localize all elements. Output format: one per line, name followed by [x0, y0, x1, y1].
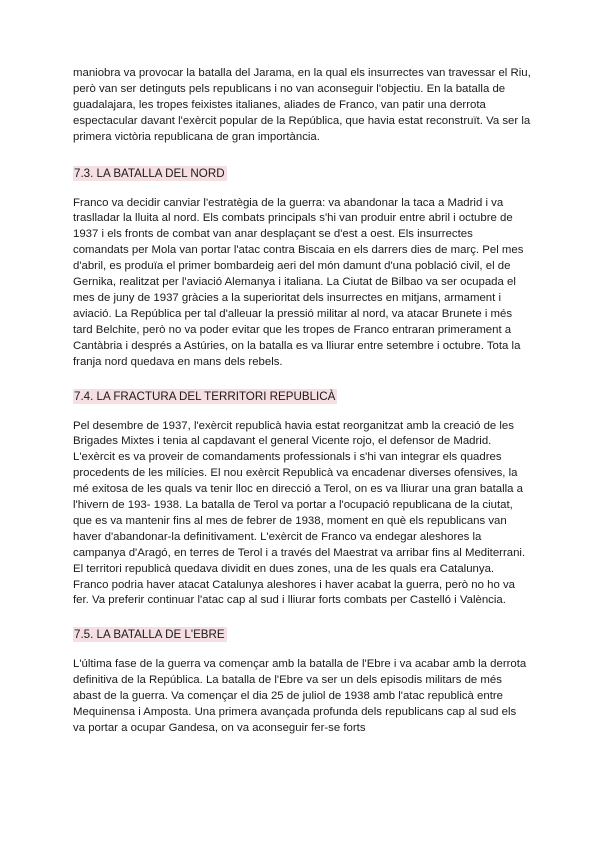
document-page: [73, 66, 531, 737]
section-7-3-paragraph: Franco va decidir canviar l'estratègia de la guerra: va abandonar la taca a Madrid i va traslladar la lluita al nord. Els combats principals s'hi van produir entre abril i octubre de 1937 i els fronts de combat van anar desplaçant se d'est a oest. Els insurrectes comandats per Mola van portar l'atac contra Biscaia en els darrers dies de març. Pel mes d'abril, es produïa el primer bombardeig aeri del món damunt d'una població civil, el de Gernika, realitzat per l'aviació Alemanya i italiana. La Ciutat de Bilbao va ser ocupada el mes de juny de 1937 gràcies a la superioritat dels insurrectes en mitjans, armament i aviació. La República per tal d'alleuar la pressió militar al nord, va atacar Brunete i més tard Belchite, però no va poder evitar que les tropes de Franco entraran primerament a Cantàbria i després a Astúries, on la batalla es va lliurar entre setembre i octubre. Tota la franja nord quedava en mans dels rebels.: [73, 196, 524, 368]
section-heading-7-3-wrap: [73, 164, 531, 180]
section-heading-7-3: 7.3. LA BATALLA DEL NORD: [74, 166, 225, 180]
section-heading-7-5-wrap: [73, 625, 531, 641]
section-7-5-paragraph: L'última fase de la guerra va començar amb la batalla de l'Ebre i va acabar amb la derrota definitiva de la República. La batalla de l'Ebre va ser un dels episodis militars de més abast de la guerra. Va començar el dia 25 de juliol de 1938 amb l'atac republicà entre Mequinensa i Amposta. Una primera avançada profunda dels republicans cap al sud els va portar a ocupar Gandesa, on va aconseguir fer-se forts: [73, 658, 527, 734]
section-heading-7-5: 7.5. LA BATALLA DE L'EBRE: [74, 628, 225, 642]
section-heading-7-4-wrap: [73, 387, 531, 403]
intro-paragraph: maniobra va provocar la batalla del Jarama, en la qual els insurrectes van travessar el Riu, però van ser detinguts pels republicans i no van aconseguir l'objectiu. En la batalla de guadalajara, les tropes feixistes italianes, aliades de Franco, van patir una derrota espectacular davant l'exèrcit popular de la República, que havia estat reconstruït. Va ser la primera victòria republicana de gran importància.: [73, 67, 531, 143]
section-7-4-paragraph: Pel desembre de 1937, l'exèrcit republicà havia estat reorganitzat amb la creació de les Brigades Mixtes i tenia al capdavant el general Vicente rojo, el defensor de Madrid. L'exèrcit es va proveir de comandaments professionals i s'hi van integrar els quadres procedents de les milícies. El nou exèrcit Republicà va encadenar diverses ofensives, la mé exitosa de les quals va tenir lloc en direcció a Terol, on es va lliurar una gran batalla a l'hivern de 193- 1938. La batalla de Terol va portar a l'ocupació republicana de la ciutat, que es va mantenir fins al mes de febrer de 1938, moment en què els republicans van haver d'abandonar-la definitivament. L'exèrcit de Franco va endegar aleshores la campanya d'Aragó, en terres de Terol i a través del Maestrat va arribar fins al Mediterrani. El territori republicà quedava dividit en dues zones, una de les quals era Catalunya. Franco podria haver atacat Catalunya aleshores i haver acabat la guerra, però no ho va fer. Va preferir continuar l'atac cap al sud i lliurar forts combats per Castelló i València.: [73, 419, 526, 607]
section-heading-7-4: 7.4. LA FRACTURA DEL TERRITORI REPUBLICÀ: [74, 389, 336, 403]
